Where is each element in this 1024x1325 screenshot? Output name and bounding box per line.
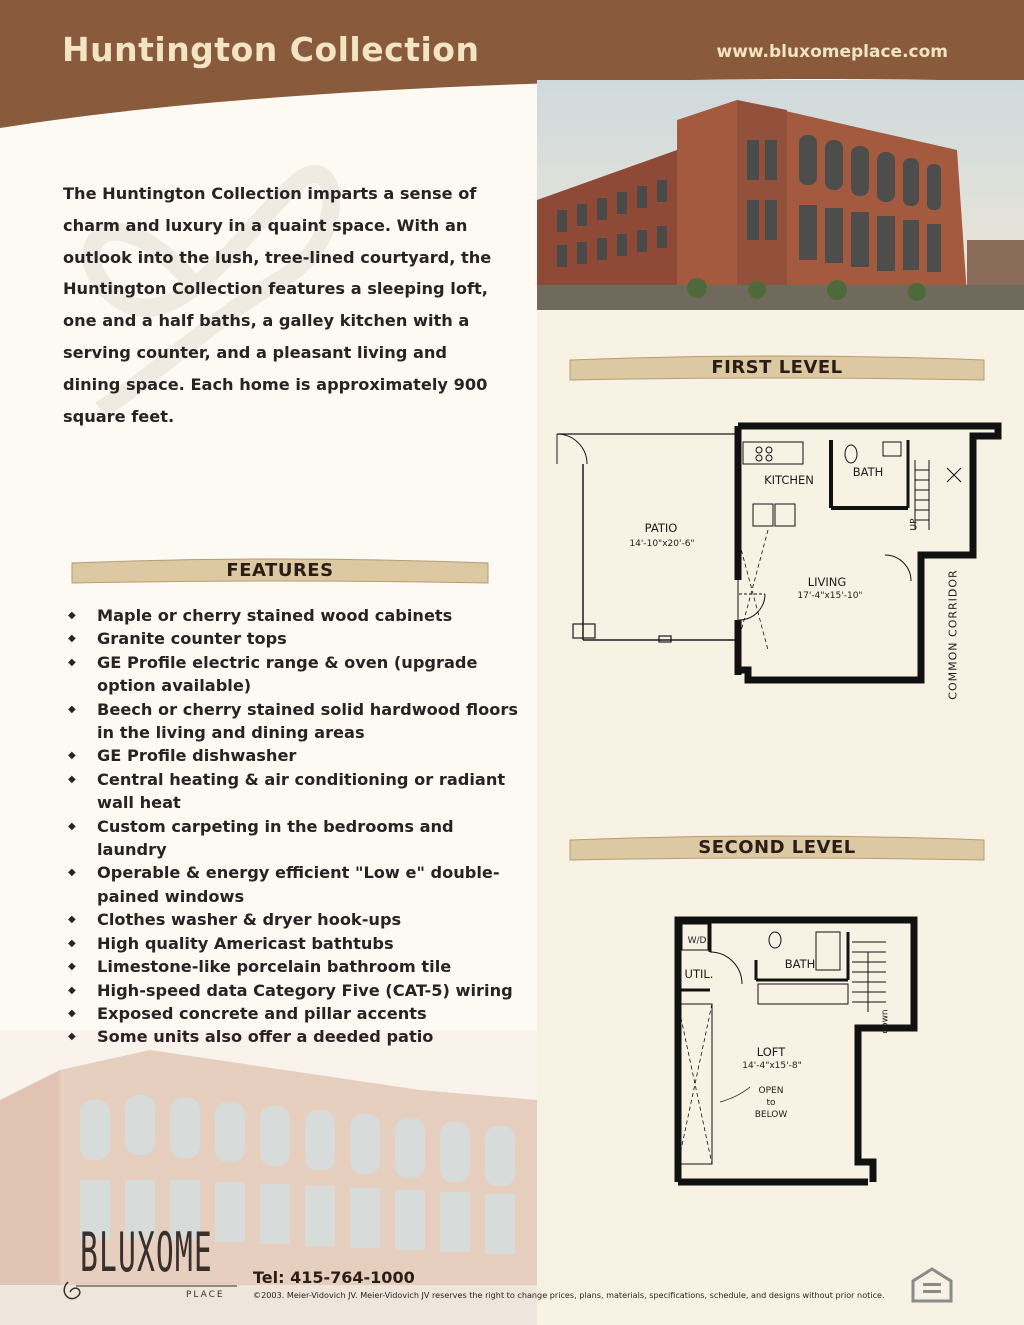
open-below-label-2: to [766, 1098, 776, 1108]
corridor-label-wrap [943, 569, 963, 702]
living-dimensions: 17'-4"x15'-10" [797, 591, 863, 601]
logo-wordmark: BLUXOME [80, 1221, 213, 1284]
list-item: ◆ Maple or cherry stained wood cabinets [68, 604, 518, 627]
utility-label: UTIL. [684, 967, 714, 981]
down-stairs-label: down [880, 1009, 891, 1034]
list-item: ◆ Clothes washer & dryer hook-ups [68, 908, 518, 931]
features-heading: FEATURES [226, 560, 334, 581]
kitchen-label: KITCHEN [764, 473, 814, 487]
equal-housing-icon [909, 1265, 955, 1305]
loft-dimensions: 14'-4"x15'-8" [742, 1061, 802, 1071]
list-item: ◆ Granite counter tops [68, 627, 518, 650]
washer-dryer-label: W/D [687, 936, 707, 946]
loft-label: LOFT [756, 1045, 786, 1059]
page-title: Huntington Collection [62, 30, 480, 69]
second-level-banner [568, 834, 986, 860]
list-item: ◆ GE Profile dishwasher [68, 744, 518, 767]
list-item: ◆ Central heating & air conditioning or radiant wall heat [68, 768, 518, 815]
first-level-floorplan [553, 420, 1003, 690]
open-below-label-1: OPEN [758, 1086, 784, 1096]
list-item: ◆ GE Profile electric range & oven (upgrade option available) [68, 651, 518, 698]
features-banner [70, 557, 490, 583]
patio-dimensions: 14'-10"x20'-6" [629, 539, 695, 549]
first-level-heading: FIRST LEVEL [711, 357, 843, 378]
building-rendering-image [537, 80, 1024, 310]
list-item: ◆ Limestone-like porcelain bathroom tile [68, 955, 518, 978]
first-bath-label: BATH [852, 465, 884, 479]
list-item: ◆ Exposed concrete and pillar accents [68, 1002, 518, 1025]
common-corridor-label: COMMON CORRIDOR [946, 569, 960, 700]
list-item: ◆ Operable & energy efficient "Low e" double-pained windows [68, 861, 518, 908]
list-item: ◆ Custom carpeting in the bedrooms and laundry [68, 815, 518, 862]
features-list [68, 604, 518, 1049]
copyright-notice: ©2003. Meier-Vidovich JV. Meier-Vidovich JV reserves the right to change prices, plans, materials, specifications, schedule, and designs without prior notice. [253, 1290, 885, 1300]
intro-paragraph: The Huntington Collection imparts a sense of charm and luxury in a quaint space. With an outlook into the lush, tree-lined courtyard, the Huntington Collection features a sleeping loft, one and a half baths, a galley kitchen with a serving counter, and a pleasant living and dining space. Each home is approximately 900 square feet. [63, 184, 492, 426]
list-item: ◆ Beech or cherry stained solid hardwood floors in the living and dining areas [68, 698, 518, 745]
first-level-banner [568, 354, 986, 380]
telephone[interactable]: Tel: 415-764-1000 [253, 1268, 415, 1287]
second-level-floorplan [668, 912, 928, 1192]
list-item: ◆ High quality Americast bathtubs [68, 932, 518, 955]
list-item: ◆ High-speed data Category Five (CAT-5) wiring [68, 979, 518, 1002]
living-label: LIVING [807, 575, 847, 589]
second-bath-label: BATH [784, 957, 816, 971]
second-level-heading: SECOND LEVEL [698, 837, 856, 858]
patio-label: PATIO [644, 521, 678, 535]
logo-subtitle: PLACE [186, 1290, 225, 1300]
open-below-label-3: BELOW [754, 1110, 788, 1120]
up-stairs-label: UP [909, 518, 920, 531]
list-item: ◆ Some units also offer a deeded patio [68, 1025, 518, 1048]
website-link[interactable]: www.bluxomeplace.com [716, 42, 948, 62]
